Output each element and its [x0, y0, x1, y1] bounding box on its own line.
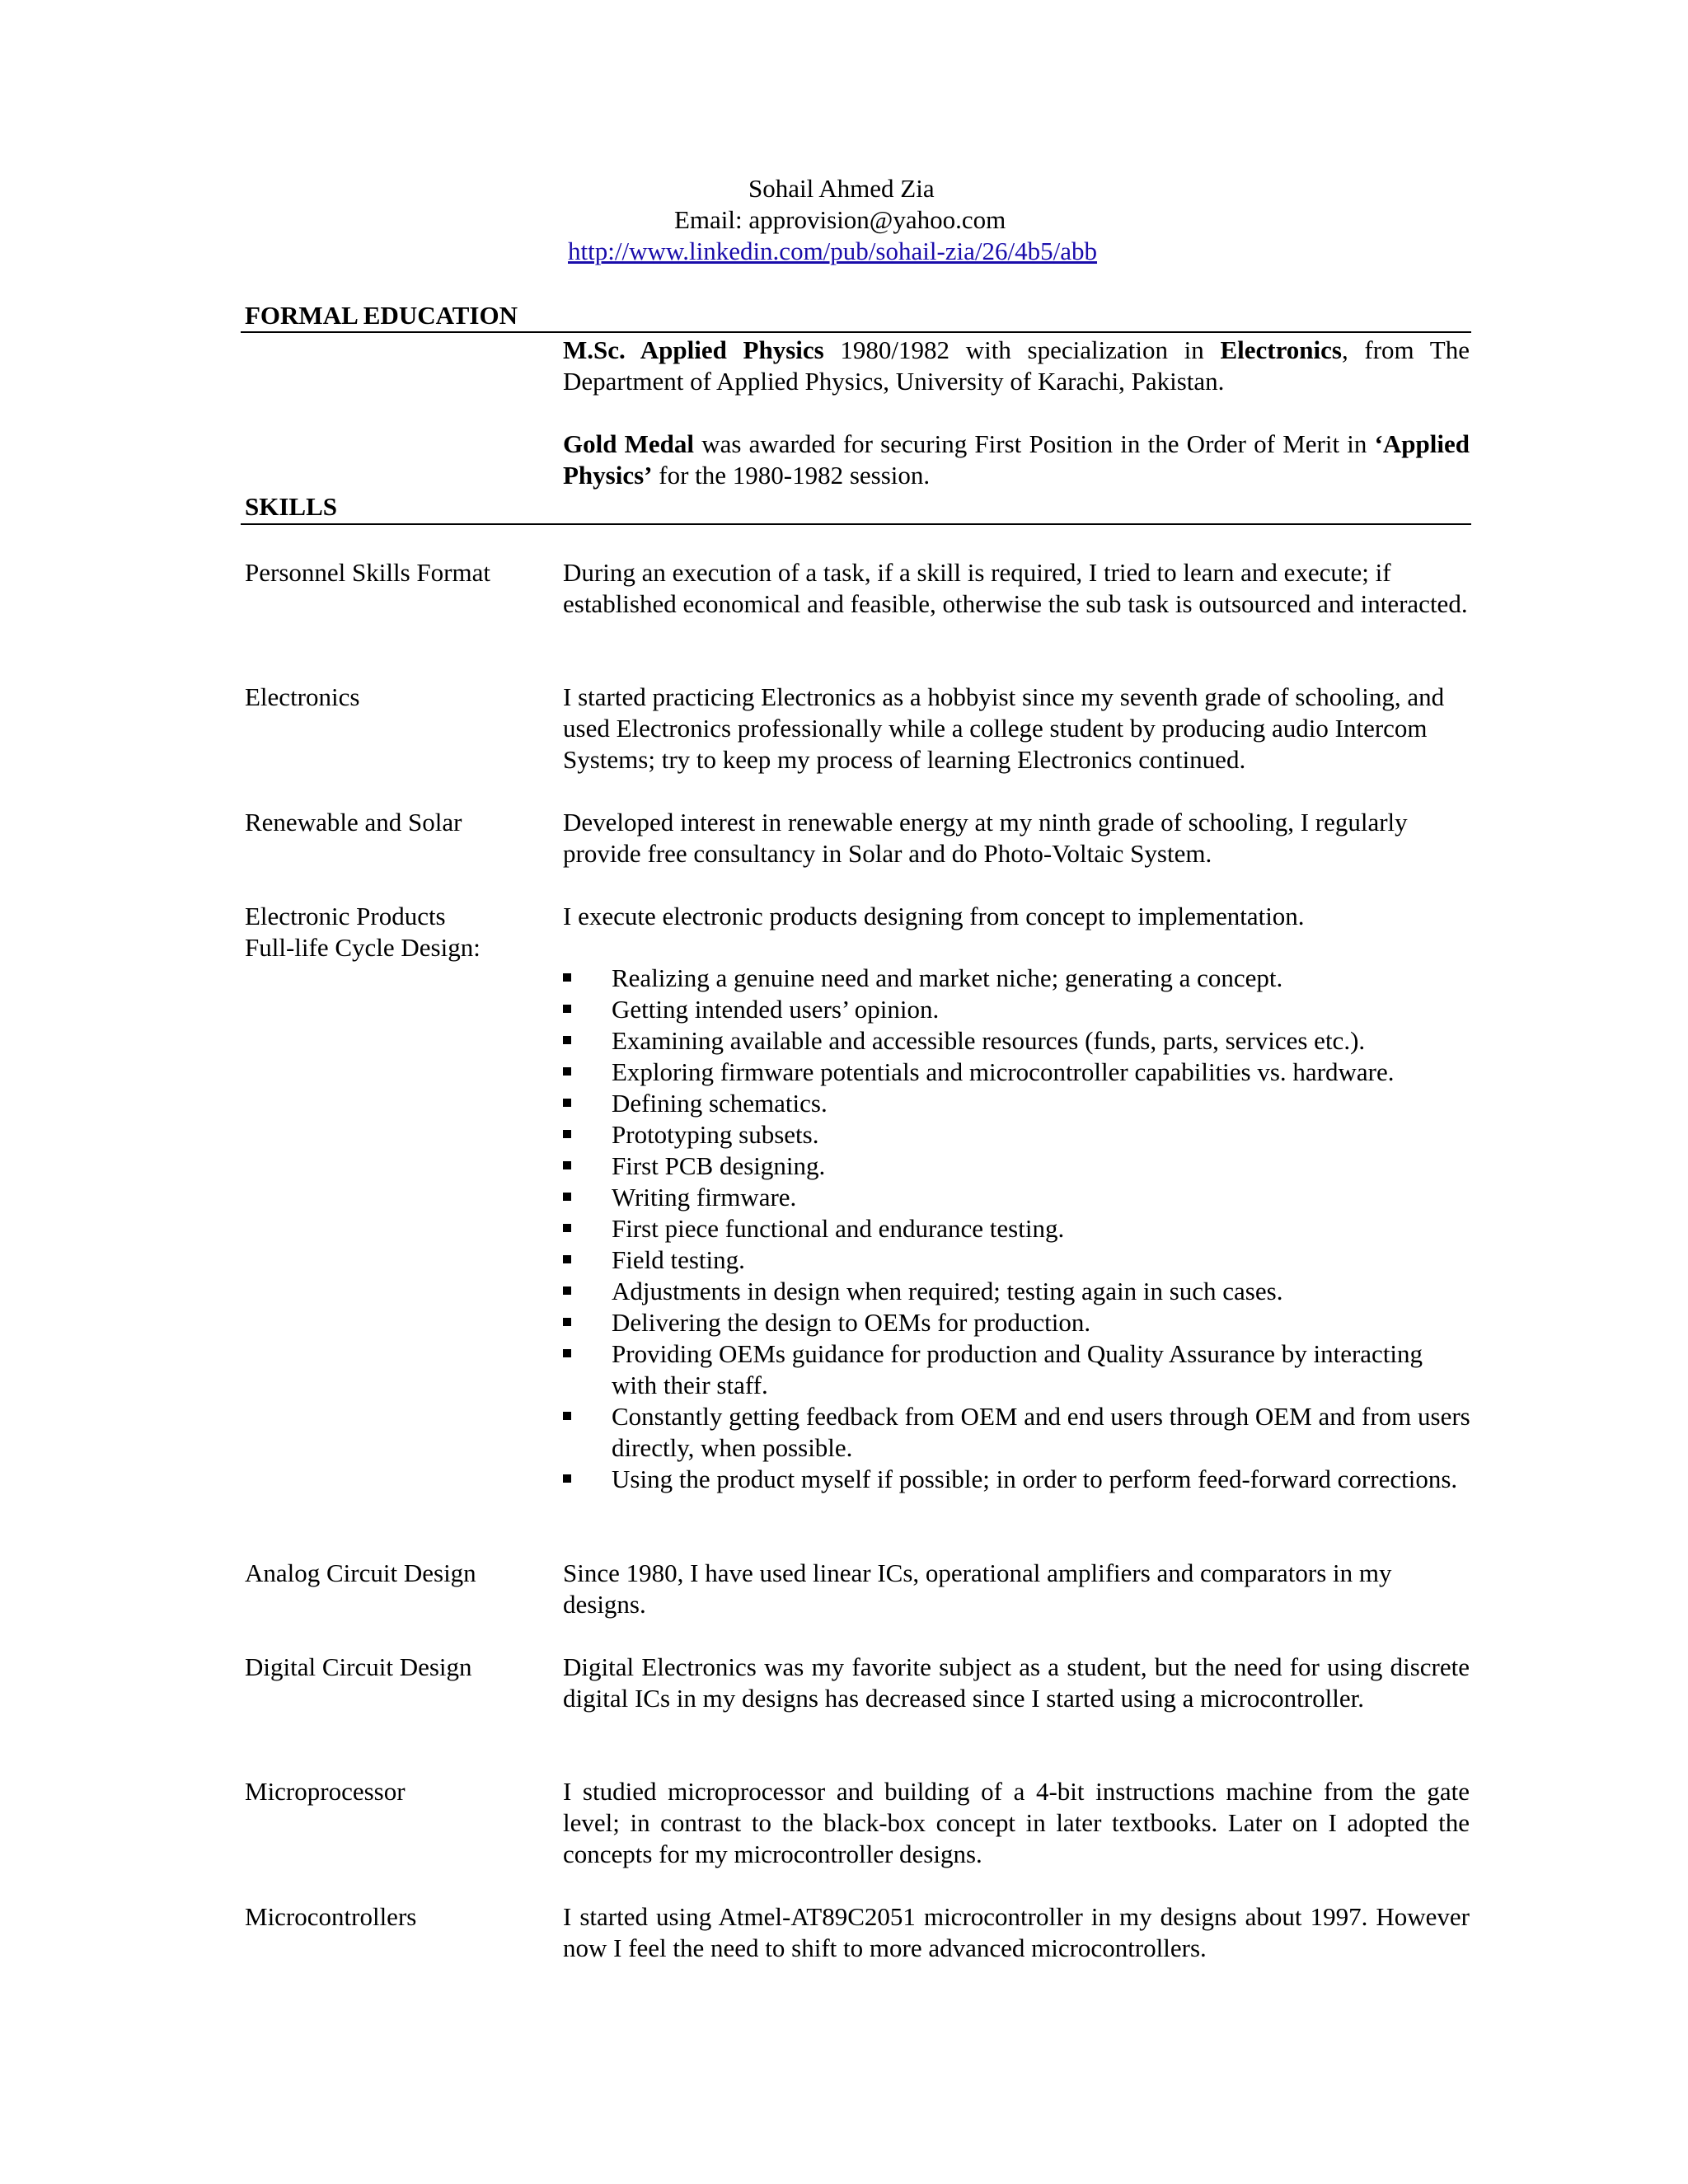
list-item — [563, 1307, 1474, 1338]
list-item-text: Constantly getting feedback from OEM and end users through OEM and from users directly, when possible. — [612, 1402, 1470, 1462]
list-item — [563, 1401, 1474, 1464]
list-item-text: Exploring firmware potentials and microcontroller capabilities vs. hardware. — [612, 1057, 1395, 1086]
skill-label-line: Electronic Products — [245, 902, 446, 930]
bullet-square-icon — [563, 1099, 571, 1107]
bullet-square-icon — [563, 1193, 571, 1201]
list-item-text: Writing firmware. — [612, 1183, 797, 1212]
education-award — [563, 429, 1470, 491]
skills-heading: SKILLS — [245, 492, 338, 521]
skill-description: I execute electronic products designing from concept to implementation. — [563, 902, 1305, 930]
applicant-name: Sohail Ahmed Zia — [748, 174, 935, 203]
bullet-square-icon — [563, 1161, 571, 1169]
award-text-2: for the 1980-1982 session. — [652, 461, 931, 490]
skill-label: Renewable and Solar — [245, 808, 462, 837]
list-item — [563, 994, 1474, 1025]
list-item — [563, 1057, 1474, 1088]
list-item — [563, 1088, 1474, 1119]
list-item-text: Defining schematics. — [612, 1089, 828, 1118]
degree-text-1: 1980/1982 with specialization in — [823, 335, 1221, 364]
list-item — [563, 1338, 1474, 1401]
list-item — [563, 1151, 1474, 1182]
design-steps-list — [563, 963, 1474, 1495]
list-item — [563, 1182, 1474, 1213]
skill-description: Developed interest in renewable energy at my ninth grade of schooling, I regularly provide free consultancy in Solar and do Photo-Voltaic System. — [563, 808, 1408, 868]
list-item-text: Field testing. — [612, 1245, 745, 1274]
bullet-square-icon — [563, 1130, 571, 1138]
list-item — [563, 1213, 1474, 1244]
section-divider — [241, 331, 1471, 333]
skill-description: Since 1980, I have used linear ICs, operational amplifiers and comparators in my designs. — [563, 1558, 1392, 1619]
list-item-text: Examining available and accessible resources (funds, parts, services etc.). — [612, 1026, 1366, 1055]
degree-name: M.Sc. Applied Physics — [563, 335, 824, 364]
list-item-text: Prototyping subsets. — [612, 1120, 819, 1149]
skill-description: During an execution of a task, if a skill is required, I tried to learn and execute; if established economical and feasible, otherwise the sub task is outsourced and interacted. — [563, 558, 1468, 618]
skill-label: Electronics — [245, 682, 360, 711]
skill-label: Analog Circuit Design — [245, 1558, 476, 1587]
skill-label: Microprocessor — [245, 1777, 406, 1806]
degree-specialization: Electronics — [1220, 335, 1342, 364]
bullet-square-icon — [563, 1036, 571, 1044]
bullet-square-icon — [563, 1349, 571, 1357]
list-item — [563, 1464, 1474, 1495]
skill-description: Digital Electronics was my favorite subject as a student, but the need for using discrete digital ICs in my designs has decreased since I started using a microcontroller. — [563, 1652, 1470, 1713]
list-item-text: First piece functional and endurance testing. — [612, 1214, 1065, 1243]
list-item — [563, 1276, 1474, 1307]
skill-label-line: Full-life Cycle Design: — [245, 933, 481, 962]
list-item-text: Getting intended users’ opinion. — [612, 995, 940, 1024]
skill-description: I studied microprocessor and building of a 4-bit instructions machine from the gate level; in contrast to the black-box concept in later textbooks. Later on I adopted the concepts for my microcontroller designs. — [563, 1777, 1470, 1868]
bullet-square-icon — [563, 1474, 571, 1483]
bullet-square-icon — [563, 1224, 571, 1232]
section-divider — [241, 523, 1471, 525]
bullet-square-icon — [563, 973, 571, 982]
list-item-text: Delivering the design to OEMs for production. — [612, 1308, 1091, 1337]
list-item — [563, 963, 1474, 994]
list-item-text: Providing OEMs guidance for production and Quality Assurance by interacting with their staff. — [612, 1339, 1423, 1399]
award-text-1: was awarded for securing First Position in the Order of Merit in — [694, 429, 1375, 458]
skill-label: Microcontrollers — [245, 1902, 417, 1931]
list-item — [563, 1244, 1474, 1276]
skill-label — [245, 901, 550, 963]
bullet-square-icon — [563, 1412, 571, 1420]
list-item-text: Adjustments in design when required; testing again in such cases. — [612, 1277, 1283, 1305]
list-item-text: Using the product myself if possible; in order to perform feed-forward corrections. — [612, 1465, 1458, 1493]
bullet-square-icon — [563, 1255, 571, 1263]
bullet-square-icon — [563, 1318, 571, 1326]
bullet-square-icon — [563, 1286, 571, 1295]
award-subject: ‘Applied Physics’ — [563, 429, 1470, 490]
email-address: Email: approvision@yahoo.com — [674, 205, 1006, 234]
education-degree — [563, 335, 1470, 397]
skill-description: I started practicing Electronics as a hobbyist since my seventh grade of schooling, and used Electronics professionally while a college student by producing audio Intercom Systems; try to keep my process of learning Electronics continued. — [563, 682, 1445, 774]
list-item-text: First PCB designing. — [612, 1151, 826, 1180]
list-item — [563, 1025, 1474, 1057]
skill-description: I started using Atmel-AT89C2051 microcontroller in my designs about 1997. However now I feel the need to shift to more advanced microcontrollers. — [563, 1902, 1470, 1962]
list-item-text: Realizing a genuine need and market niche; generating a concept. — [612, 963, 1283, 992]
skill-label: Digital Circuit Design — [245, 1652, 472, 1681]
degree-text-2: , from The Department of Applied Physics, University of Karachi, Pakistan. — [563, 335, 1470, 396]
award-name: Gold Medal — [563, 429, 695, 458]
formal-education-heading: FORMAL EDUCATION — [245, 301, 518, 330]
list-item — [563, 1119, 1474, 1151]
bullet-square-icon — [563, 1005, 571, 1013]
bullet-square-icon — [563, 1067, 571, 1076]
skill-label: Personnel Skills Format — [245, 558, 490, 587]
linkedin-link[interactable]: http://www.linkedin.com/pub/sohail-zia/26/4b5/abb — [568, 237, 1098, 265]
